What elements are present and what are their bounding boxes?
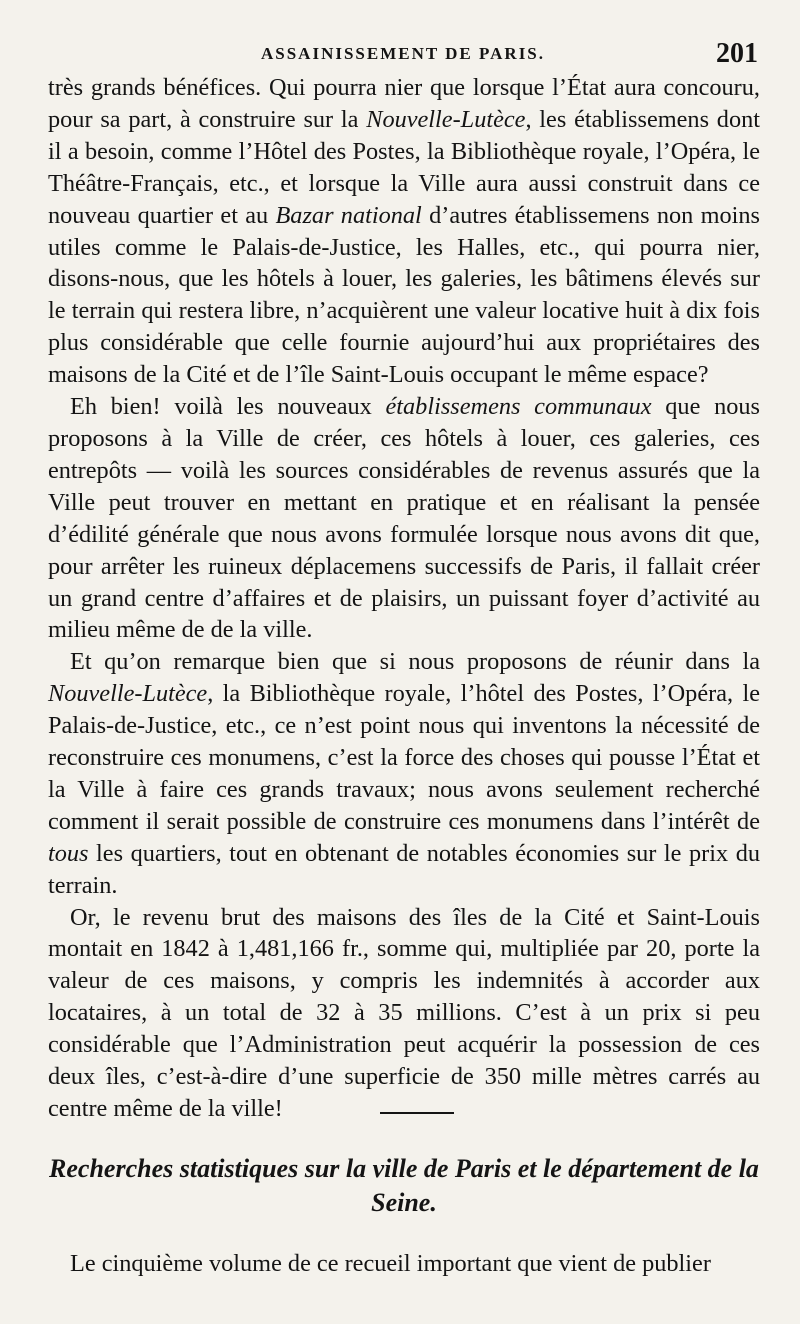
italic-text: Nouvelle-Lutèce [366,105,526,133]
body-text [48,72,760,1125]
text-segment: Et qu’on remarque bien que si nous proposons de réunir dans la [70,648,760,676]
text-segment: les quartiers, tout en obtenant de notables économies sur le prix du terrain. [48,839,760,899]
text-segment: , les établissemens dont il a besoin, comme l’Hôtel des Postes, la Bibliothèque royale, l’Opéra, le Théâtre-Français, etc., et lorsque la Ville aura aussi construit dans ce nouveau quartier et au [48,105,760,229]
text-segment: d’autres établissemens non moins utiles comme le Palais-de-Justice, les Halles, etc., qui pourra nier, disons-nous, que les hôtels à louer, les galeries, les bâtimens élevés sur le terrain qui restera libre, n’acquièrent une valeur locative huit à dix fois plus considérable que celle fournie aujourd’hui aux propriétaires des maisons de la Cité et de l’île Saint-Louis occupant le même espace? [48,201,760,389]
text-segment: Or, le revenu brut des maisons des îles de la Cité et Saint-Louis montait en 1842 à 1,481,166 fr., somme qui, multipliée par 20, porte la valeur de ces maisons, y compris les indemnités à accorder aux locataires, à un total de 32 à 35 millions. C’est à un prix si peu considérable que l’Administration peut acquérir la possession de ces deux îles, c’est-à-dire d’une superficie de 350 mille mètres carrés au centre même de la ville! [48,903,760,1122]
text-segment: très grands bénéfices. Qui pourra nier que lorsque l’État aura concouru, pour sa part, à construire sur la [48,74,760,133]
paragraph [48,646,760,901]
italic-text: Bazar national [275,201,422,229]
running-title: ASSAINISSEMENT DE PARIS. [260,44,546,63]
text-segment: , la Bibliothèque royale, l’hôtel des Postes, l’Opéra, le Palais-de-Justice, etc., ce n’est point nous qui inventons la nécessité de reconstruire ces monumens, c’est la force des choses qui pousse l’État et la Ville à faire ces grands travaux; nous avons seulement recherché comment il serait possible de construire ces monumens dans l’intérêt de [48,680,760,835]
text-segment: que nous proposons à la Ville de créer, ces hôtels à louer, ces galeries, ces entrepôts — voilà les sources considérables de revenus assurés que la Ville peut trouver en mettant en pratique et en réalisant la pensée d’édilité générale que nous avons formulée lorsque nous avons dit que, pour arrêter les ruineux déplacemens successifs de Paris, il fallait créer un grand centre d’affaires et de plaisirs, un puissant foyer d’activité au milieu même de de la ville. [48,393,760,644]
text-segment: Eh bien! voilà les nouveaux [70,393,386,421]
paragraph [48,391,760,646]
paragraph [48,902,760,1125]
italic-text: établissemens communaux [385,393,652,421]
italic-text: Nouvelle-Lutèce [48,680,208,708]
paragraph [48,72,760,391]
section-rule [380,1112,454,1114]
section-heading: Recherches statistiques sur la ville de Paris et le département de la Seine. [49,1154,759,1217]
page-header [48,38,758,74]
italic-text: tous [48,839,89,867]
paragraph-continued: Le cinquième volume de ce recueil important que vient de publier [70,1250,711,1277]
page-number: 201 [716,38,758,69]
